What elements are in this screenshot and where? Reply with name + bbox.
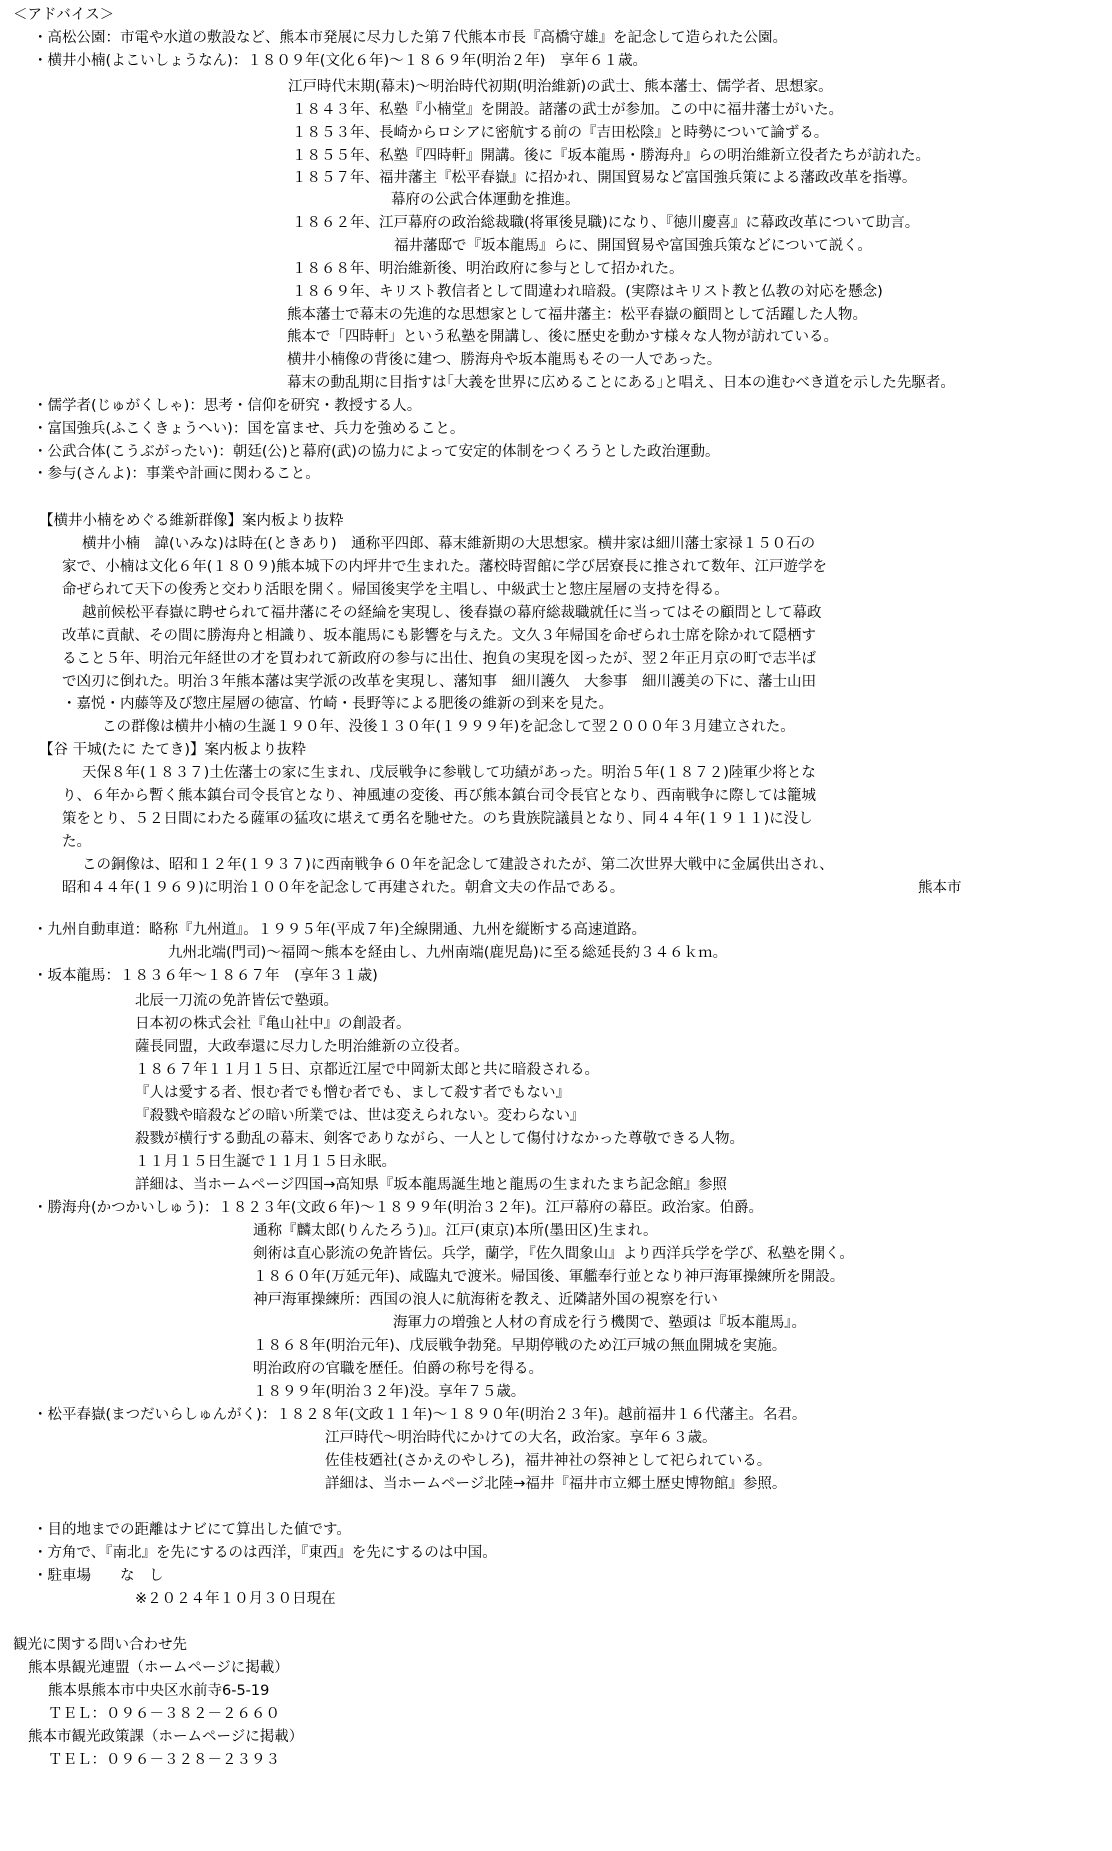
text-line: ・参与(さんよ)：事業や計画に関わること。 (33, 466, 320, 482)
text-line: １１月１５日生誕で１１月１５日永眠。 (135, 1154, 396, 1170)
text-line: 熊本県観光連盟（ホームページに掲載） (28, 1660, 289, 1676)
text-line: ・公武合体(こうぶがったい)：朝廷(公)と幕府(武)の協力によって安定的体制をつくろうとした政治運動。 (33, 444, 720, 460)
text-line: 『殺戮や暗殺などの暗い所業では、世は変えられない。変わらない』 (135, 1108, 585, 1124)
text-line: １８６２年、江戸幕府の政治総裁職(将軍後見職)になり、『徳川慶喜』に幕政改革について助言。 (292, 215, 920, 231)
text-line: 横井小楠像の背後に建つ、勝海舟や坂本龍馬もその一人であった。 (287, 352, 722, 368)
text-line: ・九州自動車道：略称『九州道』。１９９５年(平成７年)全線開通、九州を縦断する高速道路。 (33, 922, 647, 938)
text-line: ・儒学者(じゅがくしゃ)：思考・信仰を研究・教授する人。 (33, 398, 422, 414)
text-line: 越前候松平春嶽に聘せられて福井藩にその経綸を実現し、後春嶽の幕府総裁職就任に当ってはその顧問として幕政 (82, 605, 822, 621)
text-line: 昭和４４年(１９６９)に明治１００年を記念して再建された。朝倉文夫の作品である。 (62, 880, 625, 896)
text-line: ること５年、明治元年経世の才を買われて新政府の参与に出仕、抱負の実現を図ったが、翌２年正月京の町で志半ば (62, 651, 816, 667)
text-line: 殺戮が横行する動乱の幕末、剣客でありながら、一人として傷付けなかった尊敬できる人物。 (135, 1131, 744, 1147)
text-line: この銅像は、昭和１２年(１９３７)に西南戦争６０年を記念して建設されたが、第二次世界大戦中に金属供出され、 (82, 857, 834, 873)
text-line: 天保８年(１８３７)土佐藩士の家に生まれ、戊辰戦争に参戦して功績があった。明治５年(１８７２)陸軍少将とな (82, 765, 816, 781)
text-line: １８４３年、私塾『小楠堂』を開設。諸藩の武士が参加。この中に福井藩士がいた。 (292, 102, 843, 118)
text-line: 命ぜられて天下の俊秀と交わり活眼を開く。帰国後実学を主唱し、中級武士と惣庄屋層の支持を得る。 (62, 582, 729, 598)
text-line: １８５７年、福井藩主『松平春嶽』に招かれ、開国貿易など富国強兵策による藩政改革を指導。 (292, 170, 917, 186)
text-line: ・目的地までの距離はナビにて算出した値です。 (33, 1522, 351, 1538)
text-line: 詳細は、当ホームページ四国→高知県『坂本龍馬誕生地と龍馬の生まれたまち記念館』参照 (135, 1177, 727, 1193)
text-line: ＴＥＬ：０９６－３２８－２３９３ (48, 1752, 280, 1768)
text-line: １８６８年(明治元年)、戊辰戦争勃発。早期停戦のため江戸城の無血開城を実施。 (253, 1338, 787, 1354)
text-line: 熊本で「四時軒」という私塾を開講し、後に歴史を動かす様々な人物が訪れている。 (287, 329, 838, 345)
text-line: １８５５年、私塾『四時軒』開講。後に『坂本龍馬・勝海舟』らの明治維新立役者たちが訪れた。 (292, 148, 930, 164)
text-line: ・松平春嶽(まつだいらしゅんがく)：１８２８年(文政１１年)～１８９０年(明治２３年)。越前福井１６代藩主。名君。 (33, 1407, 807, 1423)
text-line: 幕末の動乱期に目指すは｢大義を世界に広めることにある｣と唱え、日本の進むべき道を示した先駆者。 (287, 375, 955, 391)
text-line: 熊本市 (918, 880, 962, 896)
text-line: 熊本県熊本市中央区水前寺6-5-19 (48, 1683, 270, 1699)
text-line: ※２０２４年１０月３０日現在 (135, 1591, 336, 1607)
text-line: ・坂本龍馬：１８３６年～１８６７年 (享年３１歳) (33, 968, 378, 984)
text-line: 江戸時代～明治時代にかけての大名，政治家。享年６３歳。 (325, 1430, 717, 1446)
text-line: ・富国強兵(ふこくきょうへい)：国を富ませ、兵力を強めること。 (33, 421, 465, 437)
text-line: 改革に貢献、その間に勝海舟と相識り、坂本龍馬にも影響を与えた。文久３年帰国を命ぜられ士席を除かれて隠栖す (62, 628, 816, 644)
text-line: １８６７年１１月１５日、京都近江屋で中岡新太郎と共に暗殺される。 (135, 1062, 599, 1078)
text-line: 策をとり、５２日間にわたる薩軍の猛攻に堪えて勇名を馳せた。のち貴族院議員となり、同４４年(１９１１)に没し (62, 811, 813, 827)
text-line: この群像は横井小楠の生誕１９０年、没後１３０年(１９９９年)を記念して翌２０００年３月建立された。 (102, 719, 795, 735)
text-line: ・駐車場 な し (33, 1568, 164, 1584)
text-line: １８６９年、キリスト教信者として間違われ暗殺。(実際はキリスト教と仏教の対応を懸念) (292, 284, 883, 300)
text-line: ・方角で、『南北』を先にするのは西洋，『東西』を先にするのは中国。 (33, 1545, 497, 1561)
text-line: 九州北端(門司)～福岡～熊本を経由し、九州南端(鹿児島)に至る総延長約３４６ｋｍ。 (168, 945, 728, 961)
text-line: 熊本藩士で幕末の先進的な思想家として福井藩主：松平春嶽の顧問として活躍した人物。 (287, 307, 867, 323)
text-line: 観光に関する問い合わせ先 (13, 1637, 187, 1653)
text-line: ＴＥＬ：０９６－３８２－２６６０ (48, 1706, 280, 1722)
text-line: 佐佳枝廼社(さかえのやしろ)，福井神社の祭神として祀られている。 (325, 1453, 772, 1469)
text-line: 薩長同盟，大政奉還に尽力した明治維新の立役者。 (135, 1039, 469, 1055)
text-line: 【横井小楠をめぐる維新群像】案内板より抜粋 (39, 513, 344, 529)
text-line: 熊本市観光政策課（ホームページに掲載） (28, 1729, 304, 1745)
text-line: 福井藩邸で『坂本龍馬』らに、開国貿易や富国強兵策などについて説く。 (394, 238, 872, 254)
text-line: 海軍力の増強と人材の育成を行う機関で、塾頭は『坂本龍馬』。 (393, 1315, 806, 1331)
text-line: ・横井小楠(よこいしょうなん)：１８０９年(文化６年)～１８６９年(明治２年) 享年６１歳。 (33, 53, 647, 69)
text-line: で凶刃に倒れた。明治３年熊本藩は実学派の改革を実現し、藩知事 細川護久 大参事 細川護美の下に、藩士山田 (62, 674, 816, 690)
text-line: 北辰一刀流の免許皆伝で塾頭。 (135, 993, 338, 1009)
text-line: 家で、小楠は文化６年(１８０９)熊本城下の内坪井で生まれた。藩校時習館に学び居寮長に推されて数年、江戸遊学を (62, 559, 828, 575)
text-line: た。 (62, 834, 91, 850)
text-line: 幕府の公武合体運動を推進。 (391, 192, 580, 208)
text-line: １８９９年(明治３２年)没。享年７５歳。 (253, 1384, 526, 1400)
text-line: １８６０年(万延元年)、咸臨丸で渡米。帰国後、軍艦奉行並となり神戸海軍操練所を開設。 (253, 1269, 845, 1285)
text-line: 詳細は、当ホームページ北陸→福井『福井市立郷土歴史博物館』参照。 (325, 1476, 787, 1492)
text-line: １８５３年、長崎からロシアに密航する前の『吉田松陰』と時勢について論ずる。 (292, 125, 829, 141)
text-line: ・高松公園：市電や水道の敷設など、熊本市発展に尽力した第７代熊本市長『高橋守雄』を記念して造られた公園。 (33, 30, 787, 46)
text-line: 神戸海軍操練所：西国の浪人に航海術を教え、近隣諸外国の視察を行い (253, 1292, 718, 1308)
text-line: 剣術は直心影流の免許皆伝。兵学，蘭学，『佐久間象山』より西洋兵学を学び、私塾を開く。 (253, 1246, 854, 1262)
text-line: 【谷 干城(たに たてき)】案内板より抜粋 (39, 742, 307, 758)
text-line: 『人は愛する者、恨む者でも憎む者でも、まして殺す者でもない』 (135, 1085, 570, 1101)
text-line: 横井小楠 諱(いみな)は時在(ときあり) 通称平四郎、幕末維新期の大思想家。横井家は細川藩士家禄１５０石の (82, 536, 816, 552)
text-line: ・嘉悦・内藤等及び惣庄屋層の徳富、竹崎・長野等による肥後の維新の到来を見た。 (62, 696, 613, 712)
text-line: 江戸時代末期(幕末)～明治時代初期(明治維新)の武士、熊本藩士、儒学者、思想家。 (288, 79, 833, 95)
text-line: 通称『麟太郎(りんたろう)』。江戸(東京)本所(墨田区)生まれ。 (253, 1223, 658, 1239)
text-line: 日本初の株式会社『亀山社中』の創設者。 (135, 1016, 411, 1032)
text-line: １８６８年、明治維新後、明治政府に参与として招かれた。 (292, 261, 684, 277)
text-line: 明治政府の官職を歴任。伯爵の称号を得る。 (253, 1361, 543, 1377)
text-line: ・勝海舟(かつかいしゅう)：１８２３年(文政６年)～１８９９年(明治３２年)。江戸幕府の幕臣。政治家。伯爵。 (33, 1200, 763, 1216)
text-line: り、６年から暫く熊本鎮台司令長官となり、神風連の変後、再び熊本鎮台司令長官となり、西南戦争に際しては籠城 (62, 788, 816, 804)
text-line: ＜アドバイス＞ (13, 7, 115, 23)
